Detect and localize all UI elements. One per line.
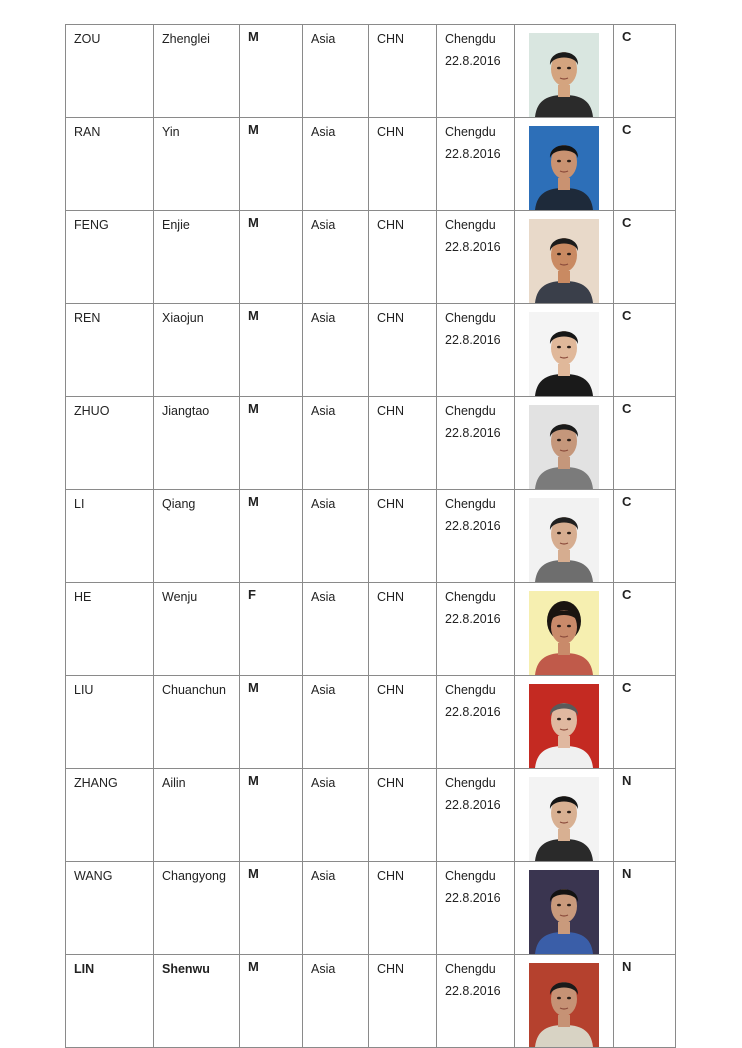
photo-cell bbox=[515, 862, 614, 955]
region-cell bbox=[303, 676, 369, 769]
portrait-image bbox=[529, 777, 599, 861]
table-row bbox=[66, 211, 676, 304]
given-name-cell-text: Ailin bbox=[162, 776, 186, 790]
surname-cell bbox=[66, 676, 154, 769]
region-cell-text: Asia bbox=[311, 962, 336, 976]
country-cell bbox=[369, 397, 437, 490]
given-name-cell bbox=[154, 676, 240, 769]
portrait-photo bbox=[529, 777, 599, 861]
country-cell-text: CHN bbox=[377, 311, 405, 325]
category-cell bbox=[614, 583, 676, 676]
portrait-image bbox=[529, 126, 599, 210]
table-row bbox=[66, 490, 676, 583]
country-cell-text: CHN bbox=[377, 32, 405, 46]
portrait-photo bbox=[529, 219, 599, 303]
country-cell bbox=[369, 955, 437, 1048]
venue-date: 22.8.2016 bbox=[445, 798, 501, 812]
venue-date-cell bbox=[437, 490, 515, 583]
photo-cell bbox=[515, 211, 614, 304]
photo-cell bbox=[515, 583, 614, 676]
given-name-cell bbox=[154, 955, 240, 1048]
venue-date-text bbox=[437, 118, 514, 165]
region-cell-text: Asia bbox=[311, 497, 336, 511]
region-cell bbox=[303, 25, 369, 118]
venue-city: Chengdu bbox=[445, 869, 496, 883]
category-cell bbox=[614, 490, 676, 583]
portrait-photo bbox=[529, 498, 599, 582]
country-cell bbox=[369, 862, 437, 955]
category-text: C bbox=[622, 29, 632, 44]
portrait-photo bbox=[529, 126, 599, 210]
photo-cell bbox=[515, 676, 614, 769]
table-row bbox=[66, 118, 676, 211]
given-name-cell-text: Wenju bbox=[162, 590, 198, 604]
table-row bbox=[66, 676, 676, 769]
given-name-cell bbox=[154, 862, 240, 955]
surname-cell-text: ZHANG bbox=[74, 776, 118, 790]
portrait-image bbox=[529, 498, 599, 582]
sex-cell bbox=[240, 583, 303, 676]
venue-date-text bbox=[437, 676, 514, 723]
venue-date-text bbox=[437, 490, 514, 537]
photo-cell bbox=[515, 118, 614, 211]
country-cell-text: CHN bbox=[377, 869, 405, 883]
portrait-photo bbox=[529, 405, 599, 489]
portrait-image bbox=[529, 405, 599, 489]
region-cell-text: Asia bbox=[311, 32, 336, 46]
venue-date-cell bbox=[437, 862, 515, 955]
table-row bbox=[66, 862, 676, 955]
photo-cell bbox=[515, 769, 614, 862]
venue-date-cell bbox=[437, 211, 515, 304]
given-name-cell bbox=[154, 304, 240, 397]
given-name-cell-text: Yin bbox=[162, 125, 180, 139]
venue-date-cell bbox=[437, 118, 515, 211]
sex-cell bbox=[240, 955, 303, 1048]
sex-cell-text: M bbox=[248, 959, 259, 974]
table-row bbox=[66, 955, 676, 1048]
given-name-cell bbox=[154, 211, 240, 304]
surname-cell-text: ZHUO bbox=[74, 404, 110, 418]
country-cell-text: CHN bbox=[377, 776, 405, 790]
given-name-cell bbox=[154, 118, 240, 211]
given-name-cell-text: Chuanchun bbox=[162, 683, 226, 697]
venue-date-cell bbox=[437, 955, 515, 1048]
venue-date: 22.8.2016 bbox=[445, 54, 501, 68]
venue-city: Chengdu bbox=[445, 404, 496, 418]
photo-cell bbox=[515, 25, 614, 118]
category-text: C bbox=[622, 680, 632, 695]
region-cell bbox=[303, 769, 369, 862]
region-cell-text: Asia bbox=[311, 776, 336, 790]
venue-date: 22.8.2016 bbox=[445, 426, 501, 440]
country-cell bbox=[369, 211, 437, 304]
venue-date-cell bbox=[437, 769, 515, 862]
category-text: C bbox=[622, 122, 632, 137]
sex-cell-text: M bbox=[248, 308, 259, 323]
surname-cell-text: HE bbox=[74, 590, 92, 604]
given-name-cell bbox=[154, 769, 240, 862]
category-cell bbox=[614, 676, 676, 769]
portrait-photo bbox=[529, 312, 599, 396]
category-cell bbox=[614, 25, 676, 118]
portrait-image bbox=[529, 870, 599, 954]
category-cell bbox=[614, 397, 676, 490]
country-cell-text: CHN bbox=[377, 962, 405, 976]
country-cell bbox=[369, 25, 437, 118]
venue-city: Chengdu bbox=[445, 311, 496, 325]
region-cell bbox=[303, 211, 369, 304]
category-cell bbox=[614, 862, 676, 955]
country-cell bbox=[369, 118, 437, 211]
country-cell-text: CHN bbox=[377, 218, 405, 232]
venue-date: 22.8.2016 bbox=[445, 984, 501, 998]
surname-cell-text: LIU bbox=[74, 683, 94, 697]
photo-cell bbox=[515, 490, 614, 583]
sex-cell bbox=[240, 490, 303, 583]
table-row bbox=[66, 397, 676, 490]
region-cell bbox=[303, 304, 369, 397]
venue-city: Chengdu bbox=[445, 32, 496, 46]
region-cell-text: Asia bbox=[311, 404, 336, 418]
category-cell bbox=[614, 211, 676, 304]
category-text: C bbox=[622, 587, 632, 602]
venue-date: 22.8.2016 bbox=[445, 333, 501, 347]
venue-date-cell bbox=[437, 25, 515, 118]
surname-cell bbox=[66, 955, 154, 1048]
venue-date-text bbox=[437, 862, 514, 909]
venue-city: Chengdu bbox=[445, 218, 496, 232]
sex-cell-text: M bbox=[248, 122, 259, 137]
given-name-cell-text: Jiangtao bbox=[162, 404, 210, 418]
venue-date-text bbox=[437, 304, 514, 351]
region-cell bbox=[303, 118, 369, 211]
sex-cell bbox=[240, 304, 303, 397]
venue-date-text bbox=[437, 955, 514, 1002]
sex-cell-text: M bbox=[248, 494, 259, 509]
category-text: C bbox=[622, 401, 632, 416]
sex-cell-text: M bbox=[248, 29, 259, 44]
country-cell-text: CHN bbox=[377, 404, 405, 418]
given-name-cell-text: Zhenglei bbox=[162, 32, 210, 46]
surname-cell bbox=[66, 304, 154, 397]
surname-cell-text: REN bbox=[74, 311, 101, 325]
sex-cell bbox=[240, 862, 303, 955]
surname-cell-text: FENG bbox=[74, 218, 109, 232]
sex-cell bbox=[240, 25, 303, 118]
sex-cell-text: M bbox=[248, 866, 259, 881]
region-cell-text: Asia bbox=[311, 311, 336, 325]
venue-date: 22.8.2016 bbox=[445, 519, 501, 533]
category-cell bbox=[614, 304, 676, 397]
surname-cell bbox=[66, 583, 154, 676]
given-name-cell-text: Shenwu bbox=[162, 962, 210, 976]
region-cell bbox=[303, 397, 369, 490]
sex-cell bbox=[240, 676, 303, 769]
region-cell bbox=[303, 490, 369, 583]
region-cell-text: Asia bbox=[311, 683, 336, 697]
surname-cell bbox=[66, 211, 154, 304]
region-cell bbox=[303, 583, 369, 676]
country-cell bbox=[369, 676, 437, 769]
category-cell bbox=[614, 955, 676, 1048]
given-name-cell-text: Changyong bbox=[162, 869, 226, 883]
venue-date-text bbox=[437, 211, 514, 258]
venue-date-cell bbox=[437, 304, 515, 397]
country-cell-text: CHN bbox=[377, 683, 405, 697]
region-cell bbox=[303, 862, 369, 955]
surname-cell-text: LI bbox=[74, 497, 85, 511]
given-name-cell bbox=[154, 25, 240, 118]
table-row bbox=[66, 583, 676, 676]
venue-date-text bbox=[437, 25, 514, 72]
surname-cell-text: LIN bbox=[74, 962, 95, 976]
venue-date-text bbox=[437, 769, 514, 816]
region-cell-text: Asia bbox=[311, 869, 336, 883]
category-cell bbox=[614, 769, 676, 862]
region-cell bbox=[303, 955, 369, 1048]
given-name-cell-text: Qiang bbox=[162, 497, 196, 511]
venue-date: 22.8.2016 bbox=[445, 705, 501, 719]
sex-cell bbox=[240, 118, 303, 211]
sex-cell-text: M bbox=[248, 401, 259, 416]
category-text: N bbox=[622, 959, 632, 974]
sex-cell-text: M bbox=[248, 773, 259, 788]
table-row bbox=[66, 25, 676, 118]
sex-cell bbox=[240, 211, 303, 304]
country-cell-text: CHN bbox=[377, 125, 405, 139]
venue-city: Chengdu bbox=[445, 497, 496, 511]
athlete-roster-table bbox=[65, 24, 676, 1048]
surname-cell bbox=[66, 490, 154, 583]
portrait-image bbox=[529, 684, 599, 768]
given-name-cell bbox=[154, 583, 240, 676]
venue-date: 22.8.2016 bbox=[445, 147, 501, 161]
country-cell-text: CHN bbox=[377, 590, 405, 604]
venue-city: Chengdu bbox=[445, 590, 496, 604]
portrait-photo bbox=[529, 591, 599, 675]
table-row bbox=[66, 304, 676, 397]
portrait-image bbox=[529, 33, 599, 117]
venue-date-cell bbox=[437, 583, 515, 676]
portrait-image bbox=[529, 219, 599, 303]
region-cell-text: Asia bbox=[311, 590, 336, 604]
surname-cell bbox=[66, 397, 154, 490]
venue-city: Chengdu bbox=[445, 683, 496, 697]
venue-date-text bbox=[437, 397, 514, 444]
surname-cell-text: RAN bbox=[74, 125, 101, 139]
surname-cell-text: ZOU bbox=[74, 32, 101, 46]
surname-cell-text: WANG bbox=[74, 869, 113, 883]
surname-cell bbox=[66, 769, 154, 862]
venue-date-cell bbox=[437, 676, 515, 769]
venue-city: Chengdu bbox=[445, 776, 496, 790]
sex-cell bbox=[240, 769, 303, 862]
region-cell-text: Asia bbox=[311, 125, 336, 139]
surname-cell bbox=[66, 118, 154, 211]
country-cell bbox=[369, 583, 437, 676]
table-row bbox=[66, 769, 676, 862]
surname-cell bbox=[66, 25, 154, 118]
sex-cell-text: F bbox=[248, 587, 256, 602]
venue-date: 22.8.2016 bbox=[445, 240, 501, 254]
portrait-photo bbox=[529, 870, 599, 954]
venue-city: Chengdu bbox=[445, 962, 496, 976]
country-cell-text: CHN bbox=[377, 497, 405, 511]
country-cell bbox=[369, 769, 437, 862]
category-text: N bbox=[622, 773, 632, 788]
roster-body bbox=[66, 25, 676, 1048]
photo-cell bbox=[515, 397, 614, 490]
portrait-image bbox=[529, 963, 599, 1047]
venue-date: 22.8.2016 bbox=[445, 891, 501, 905]
given-name-cell-text: Enjie bbox=[162, 218, 190, 232]
venue-date: 22.8.2016 bbox=[445, 612, 501, 626]
category-text: C bbox=[622, 308, 632, 323]
portrait-photo bbox=[529, 33, 599, 117]
venue-date-text bbox=[437, 583, 514, 630]
portrait-photo bbox=[529, 963, 599, 1047]
country-cell bbox=[369, 304, 437, 397]
photo-cell bbox=[515, 955, 614, 1048]
photo-cell bbox=[515, 304, 614, 397]
category-text: C bbox=[622, 494, 632, 509]
venue-date-cell bbox=[437, 397, 515, 490]
portrait-image bbox=[529, 312, 599, 396]
given-name-cell bbox=[154, 397, 240, 490]
sex-cell-text: M bbox=[248, 215, 259, 230]
venue-city: Chengdu bbox=[445, 125, 496, 139]
portrait-image bbox=[529, 591, 599, 675]
sex-cell bbox=[240, 397, 303, 490]
country-cell bbox=[369, 490, 437, 583]
given-name-cell-text: Xiaojun bbox=[162, 311, 204, 325]
category-text: C bbox=[622, 215, 632, 230]
portrait-photo bbox=[529, 684, 599, 768]
category-cell bbox=[614, 118, 676, 211]
sex-cell-text: M bbox=[248, 680, 259, 695]
surname-cell bbox=[66, 862, 154, 955]
given-name-cell bbox=[154, 490, 240, 583]
region-cell-text: Asia bbox=[311, 218, 336, 232]
category-text: N bbox=[622, 866, 632, 881]
